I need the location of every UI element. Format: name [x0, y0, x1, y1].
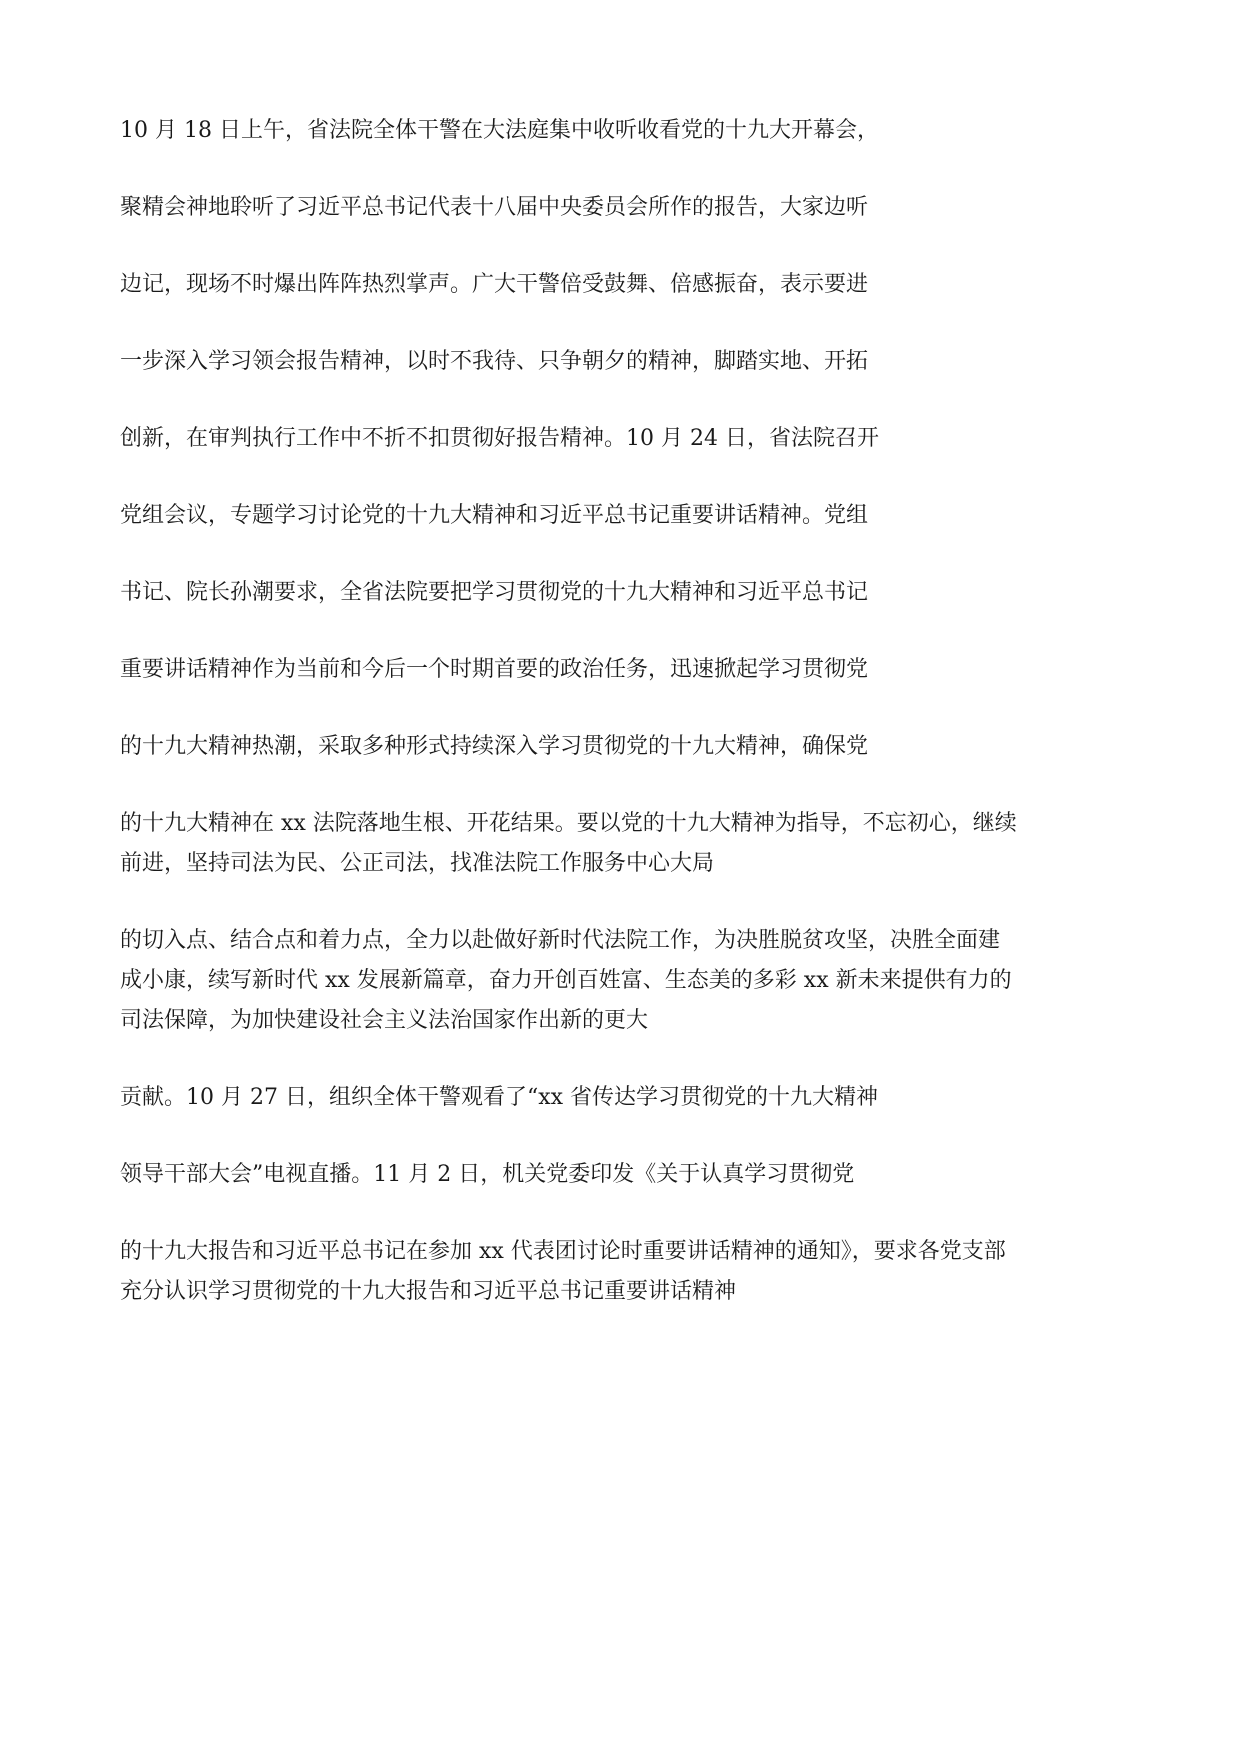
text-line: 贡献。10 月 27 日，组织全体干警观看了“xx 省传达学习贯彻党的十九大精神: [120, 1085, 879, 1110]
text-line: 成小康，续写新时代 xx 发展新篇章，奋力开创百姓富、生态美的多彩 xx 新未来提供有力的: [120, 968, 1012, 993]
paragraph: [120, 1078, 1130, 1118]
text-line: 的十九大报告和习近平总书记在参加 xx 代表团讨论时重要讲话精神的通知》，要求各党支部: [120, 1239, 1006, 1264]
text-line: 领导干部大会”电视直播。11 月 2 日，机关党委印发《关于认真学习贯彻党: [120, 1162, 855, 1187]
paragraph: [120, 342, 1130, 382]
text-line: 聚精会神地聆听了习近平总书记代表十八届中央委员会所作的报告，大家边听: [120, 195, 869, 220]
paragraph: [120, 1232, 1130, 1312]
text-line: 的十九大精神热潮，采取多种形式持续深入学习贯彻党的十九大精神，确保党: [120, 734, 869, 759]
text-line: 创新，在审判执行工作中不折不扣贯彻好报告精神。10 月 24 日，省法院召开: [120, 426, 879, 451]
paragraph: [120, 727, 1130, 767]
text-line: 书记、院长孙潮要求，全省法院要把学习贯彻党的十九大精神和习近平总书记: [120, 580, 869, 605]
text-line: 10 月 18 日上午，省法院全体干警在大法庭集中收听收看党的十九大开幕会，: [120, 118, 879, 143]
paragraph: [120, 111, 1130, 151]
paragraph: [120, 496, 1130, 536]
paragraph: [120, 188, 1130, 228]
text-line: 充分认识学习贯彻党的十九大报告和习近平总书记重要讲话精神: [120, 1279, 737, 1304]
paragraph: [120, 265, 1130, 305]
text-line: 边记，现场不时爆出阵阵热烈掌声。广大干警倍受鼓舞、倍感振奋，表示要进: [120, 272, 869, 297]
paragraph: [120, 804, 1130, 884]
paragraph: [120, 650, 1130, 690]
text-line: 的切入点、结合点和着力点，全力以赴做好新时代法院工作，为决胜脱贫攻坚，决胜全面建: [120, 928, 1001, 953]
text-line: 重要讲话精神作为当前和今后一个时期首要的政治任务，迅速掀起学习贯彻党: [120, 657, 869, 682]
paragraph: [120, 921, 1130, 1041]
paragraph: [120, 1155, 1130, 1195]
paragraph: [120, 419, 1130, 459]
text-line: 前进，坚持司法为民、公正司法，找准法院工作服务中心大局: [120, 851, 715, 876]
text-line: 一步深入学习领会报告精神，以时不我待、只争朝夕的精神，脚踏实地、开拓: [120, 349, 869, 374]
paragraph: [120, 573, 1130, 613]
text-line: 的十九大精神在 xx 法院落地生根、开花结果。要以党的十九大精神为指导，不忘初心，继续: [120, 811, 1017, 836]
text-line: 司法保障，为加快建设社会主义法治国家作出新的更大: [120, 1008, 649, 1033]
text-line: 党组会议，专题学习讨论党的十九大精神和习近平总书记重要讲话精神。党组: [120, 503, 869, 528]
